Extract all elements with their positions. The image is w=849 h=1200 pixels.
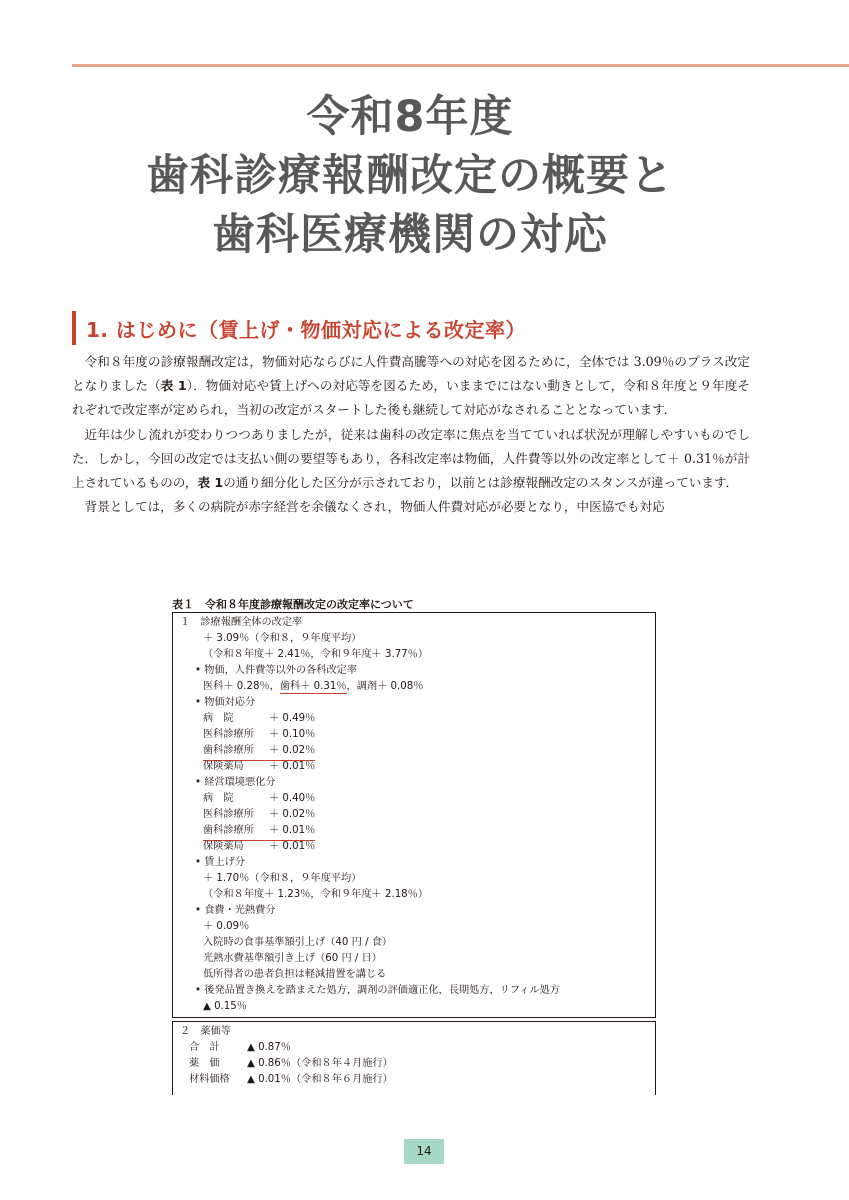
table-caption: 表１ 令和８年度診療報酬改定の改定率について [172,598,414,611]
bullet-business-deterioration: • 経営環境悪化分 [195,777,276,788]
page-number: 14 [404,1139,444,1164]
food-utilities-item: 低所得者の患者負担は軽減措置を講じる [203,969,387,980]
dental-rate-highlight: 歯科＋ 0.31％ [279,681,347,692]
drug-rate-row: 薬 価 ▲ 0.86％（令和８年４月施行） [189,1058,393,1069]
section-heading [72,311,772,345]
table-reference: 表 1 [197,475,224,491]
total-rate: ＋ 3.09％（令和８，９年度平均） [203,633,362,644]
paragraph-2: 近年は少し流れが変わりつつありましたが，従来は歯科の改定率に焦点を当てていれば状況が理解しやすいものでした．しかし，今回の改定では支払い側の要望等もあり，各科改定率は物価，人件費等以外の改定率として＋ 0.31％が計上されているものの，表 1の通り細分化した区分が示されており，以前とは診療報酬改定のスタンスが違っています． [72,426,750,491]
title-line-2: 歯科診療報酬改定の概要と [146,151,674,201]
rate-row: 病 院 ＋ 0.49％ [203,713,316,724]
title-line-3: 歯科医療機関の対応 [212,210,608,260]
paragraph-1: 令和８年度の診療報酬改定は，物価対応ならびに人件費高騰等への対応を図るために，全体では 3.09％のプラス改定となりました（表 1）．物価対応や賃上げへの対応等を図るため，いままでにはない動きとして，令和８年度と９年度それぞれで改定率が定められ，当初の改定がスタートした後も継続して対応がなされることとなっています． [72,354,750,418]
body-text [72,350,750,519]
section-1-title: １ 診療報酬全体の改定率 [180,617,303,628]
food-utilities-item: 光熱水費基準額引き上げ（60 円 / 日） [203,953,382,964]
bullet-food-utilities: • 食費・光熱費分 [195,905,276,916]
generic-prescriptions-rate: ▲ 0.15％ [203,1001,247,1012]
rate-row: 医科診療所 ＋ 0.02％ [203,809,316,820]
bullet-wage-increase: • 賃上げ分 [195,857,245,868]
rate-row: 病 院 ＋ 0.40％ [203,793,316,804]
rate-row-dental-highlight: 歯科診療所 ＋ 0.01％ [203,823,315,841]
wage-rate: ＋ 1.70％（令和８，９年度平均） [203,873,362,884]
drug-rate-row: 合 計 ▲ 0.87％ [189,1042,291,1053]
paragraph-3: 背景としては，多くの病院が赤字経営を余儀なくされ，物価人件費対応が必要となり，中医協でも対応 [84,499,665,515]
table-box-fee-revision [172,612,656,1018]
bullet-other-rates: • 物価，人件費等以外の各科改定率 [195,665,358,676]
drug-rate-row: 材料価格 ▲ 0.01％（令和８年６月施行） [189,1074,393,1085]
food-utilities-item: 入院時の食事基準額引上げ（40 円 / 食） [203,937,393,948]
page-title [0,88,820,265]
section-heading-bar [72,311,76,345]
department-rates: 医科＋ 0.28％，歯科＋ 0.31％，調剤＋ 0.08％ [203,681,424,692]
top-rule [72,64,849,67]
total-rate-detail: （令和８年度＋ 2.41％，令和９年度＋ 3.77％） [203,649,429,660]
section-2-title: ２ 薬価等 [180,1026,231,1037]
table-box-drug-prices [172,1021,656,1095]
table-reference: 表 1 [160,378,187,394]
rate-row: 保険薬局 ＋ 0.01％ [203,841,316,852]
title-line-1: 令和8年度 [306,92,514,142]
bullet-generic-prescriptions: • 後発品置き換えを踏まえた処方，調剤の評価適正化，長期処方，リフィル処方 [195,985,560,996]
rate-row: 保険薬局 ＋ 0.01％ [203,761,316,772]
bullet-price-response: • 物価対応分 [195,697,256,708]
food-utilities-rate: ＋ 0.09％ [203,921,250,932]
wage-rate-detail: （令和８年度＋ 1.23％，令和９年度＋ 2.18％） [203,889,429,900]
rate-row: 医科診療所 ＋ 0.10％ [203,729,316,740]
rate-row-dental-highlight: 歯科診療所 ＋ 0.02％ [203,743,315,761]
section-heading-text: 1. はじめに（賃上げ・物価対応による改定率） [86,317,526,342]
